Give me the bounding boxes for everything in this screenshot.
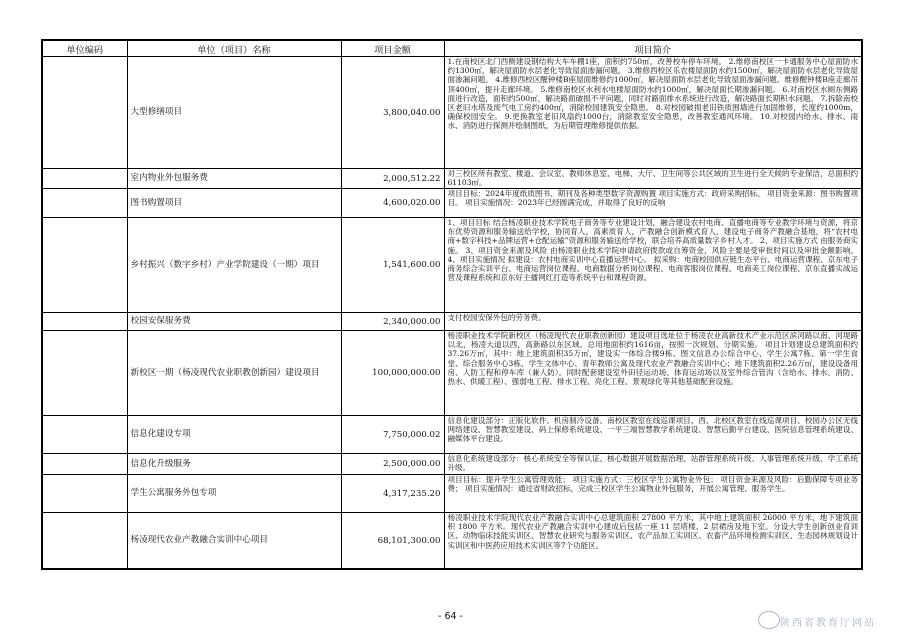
project-name-cell: 杨凌现代农业产教融合实训中心项目 <box>127 513 341 570</box>
amount-cell: 4,600,020.00 <box>341 189 444 218</box>
watermark: 陕西省教育厅网站 <box>780 618 876 629</box>
unit-code-cell <box>42 57 127 169</box>
table-row <box>42 416 862 454</box>
amount-cell: 100,000,000.00 <box>341 331 444 416</box>
amount-cell: 3,800,040.00 <box>341 57 444 169</box>
unit-code-cell <box>42 513 127 570</box>
description-cell <box>444 189 862 218</box>
description-cell <box>444 513 862 570</box>
description-cell <box>444 454 862 475</box>
unit-code-cell <box>42 416 127 454</box>
description-text: 对三校区所有教室、楼道、会议室、教师休息室、电梯、大厅、卫生间等公共区域的卫生进行全天候的专业保洁，总面积约61103㎡。 <box>447 169 858 188</box>
table-header-row <box>42 40 862 57</box>
description-text: 信息化建设部分：正版化软件、机房制冷设备、南校区教室在线巡课项目、西、北校区教室在线巡课项目、校园办公区无线网络建设、智慧教室建设、码上保修系统建设、一平三端智慧教学系统建设、智慧后勤平台建设、医院信息管理系统建设、融媒体平台建设。 <box>447 416 858 444</box>
amount-cell: 2,340,000.00 <box>341 313 444 331</box>
page-number: - 64 - <box>438 611 463 622</box>
table-row <box>42 169 862 189</box>
project-name-cell: 校园安保服务费 <box>127 313 341 331</box>
amount-cell: 2,000,512.22 <box>341 169 444 189</box>
amount-cell: 68,101,300.00 <box>341 513 444 570</box>
unit-code-cell <box>42 331 127 416</box>
header-amount: 项目金额 <box>341 40 444 57</box>
watermark-seal-icon <box>758 611 780 629</box>
description-cell <box>444 218 862 313</box>
description-text: 1.在南校区北门西侧建设钢结构大车车棚1座，面积约750㎡，改善校车停车环境。 2.维修南校区一卡通服务中心屋面防水约1300㎡，解决屋面防水层老化导致屋面渗漏问题。 3.维修西校区乐农楼屋面防水约1500㎡，解决屋面防水层老化导致屋面渗漏问题。 4.维修西校区醒钟楼B座屋面维修约1000㎡，解决屋面防水层老化导致屋面渗漏问题。维修醒钟楼B座走廊吊顶400㎡，提升走廊环境。 5.维修南校区水利水电楼屋面防水约1000㎡，解决屋面长期渗漏问题。 6.对南校区水厕东侧路面进行改造，面积约500㎡，解决路面破损不平问题，同时对路面排水系统进行改造，解决路面长期积水问题。 7.拆除南校区老旧水塔及废气电工房约400㎡，消除校园建筑安全隐患。 8.对校园破损老旧铁质围墙进行加固维修，长度约1000m，确保校园安全。 9.更换教室老旧风扇约1000台，消除教室安全隐患，改善教室通风环境。 10.对校园内给水、排水、雨水、消防进行探测并绘制图纸，为后期管理维修提供依据。 <box>447 57 858 131</box>
project-name-cell: 新校区一期（杨凌现代农业职教创新园）建设项目 <box>127 331 341 416</box>
description-cell <box>444 313 862 331</box>
table-row <box>42 313 862 331</box>
project-name-cell: 信息化建设专项 <box>127 416 341 454</box>
project-name-cell: 乡村振兴（数字乡村）产业学院建设（一期）项目 <box>127 218 341 313</box>
table-row <box>42 475 862 513</box>
table-row <box>42 57 862 169</box>
table-row <box>42 513 862 570</box>
project-name-cell: 图书购置项目 <box>127 189 341 218</box>
amount-cell: 7,750,000.02 <box>341 416 444 454</box>
table-row <box>42 189 862 218</box>
description-text: 杨凌职业技术学院现代农业产教融合实训中心总建筑面积 27800 平方米，其中地上建筑面积 26000 平方米，地下建筑面积 1800 平方米。现代农业产教融合实训中心建成后包括一座 11 层塔楼、2 层裙房及地下室。分设大学生创新创业育训区、动物临床技能实训区、智慧农业研究与服务实训区、农产品加工实训区、农畜产品环境检测实训区、生态园林规划设计实训区和中医药应用技术实训区等7个功能区。 <box>447 513 858 550</box>
description-text: 1、项目目标 结合杨凌职业技术学院电子商务等专业建设计划，融合建设农村电商、直播电商等专业教学环境与资源，将京东优势资源和服务输送给学校，协同育人，高素质育人，产教融合创新模式育人，建设电子商务产教融合基地，将“农村电商+数字科技+品牌运营+仓配运输”资源和服务输送给学校，联合培养高质量数字乡村人才。 2、项目实施方式 由服务商实施。 3、项目资金来源及风险 由杨凌职业技术学院申请政府拨款或自筹资金，风险主要是受审批时间以及审批金额影响。 4、项目实施情况 拟建设：农村电商实训中心直播运营中心。 拟采购：电商校园供应链生态平台、电商运营课程、京东电子商务综合实训平台、电商运营岗位课程、电商数据分析岗位课程、电商客服岗位课程、电商美工岗位课程、京东直播实战运营及课程系统和京东好主播网红打造等系统平台和课程资源。 <box>447 218 858 283</box>
amount-cell: 2,500,000.00 <box>341 454 444 475</box>
unit-code-cell <box>42 475 127 513</box>
header-unit-code: 单位编码 <box>42 40 127 57</box>
project-name-cell: 大型修缮项目 <box>127 57 341 169</box>
table-row <box>42 331 862 416</box>
amount-cell: 4,317,235.20 <box>341 475 444 513</box>
description-text: 信息化系统建设部分：核心系统安全等保认证、核心数据开展数据治理、站群管理系统升级、人事管理系统升级、学工系统升级。 <box>447 454 858 473</box>
description-text: 项目目标：2024年度纸质图书、期刊及各种类型数字资源购置 项目实施方式：政府采购招标。 项目资金来源：图书购置项目。 项目实施情况：2023年已经圆满完成，并取得了良好的反响 <box>447 189 858 208</box>
description-cell <box>444 57 862 169</box>
budget-table <box>41 39 863 570</box>
unit-code-cell <box>42 169 127 189</box>
description-text: 项目目标：提升学生公寓管理效能； 项目实施方式：三校区学生公寓物业外包； 项目资金来源及风险：后勤保障专项业务费； 项目实施情况：通过省财政招标，完成三校区学生公寓物业外包服务，开展公寓管理、服务学生。 <box>447 475 858 494</box>
description-cell <box>444 475 862 513</box>
project-name-cell: 室内物业外包服务费 <box>127 169 341 189</box>
project-name-cell: 信息化升级服务 <box>127 454 341 475</box>
description-cell <box>444 169 862 189</box>
unit-code-cell <box>42 454 127 475</box>
unit-code-cell <box>42 218 127 313</box>
unit-code-cell <box>42 313 127 331</box>
table-row <box>42 218 862 313</box>
project-name-cell: 学生公寓服务外包专项 <box>127 475 341 513</box>
description-text: 支付校园安保外包的劳务费。 <box>447 313 546 322</box>
header-description: 项目简介 <box>444 40 862 57</box>
table-row <box>42 454 862 475</box>
unit-code-cell <box>42 189 127 218</box>
amount-cell: 1,541,600.00 <box>341 218 444 313</box>
description-cell <box>444 416 862 454</box>
description-cell <box>444 331 862 416</box>
description-text: 杨凌职业技术学院新校区（杨凌现代农业职教创新园）建设项目选址位于杨凌农业高新技术产业示范区滨河路以南、河堤路以北，杨凌大道以西，高新路以东区域。总用地面积约1616亩，按照一次规划、分期实施。 项目计划建设总建筑面积约37.26万㎡，其中：地上建筑面积35万㎡，建设实一体综合楼9栋、图文信息办公综合中心、学生公寓7栋、第一学生食堂、综合服务中心3栋、学生文体中心、青年教师公寓及现代农业产教融合实训中心；地下建筑面积2.26万㎡，建设设备用房、人防工程和停车库（兼人防）。同时配套建设室外田径运动场、体育运动场以及室外综合管沟（含给水、排水、消防、热水、供暖工程）、强弱电工程、排水工程、亮化工程、景观绿化等其他基础配套设施。 <box>447 331 858 387</box>
header-unit-name: 单位（项目）名称 <box>127 40 341 57</box>
